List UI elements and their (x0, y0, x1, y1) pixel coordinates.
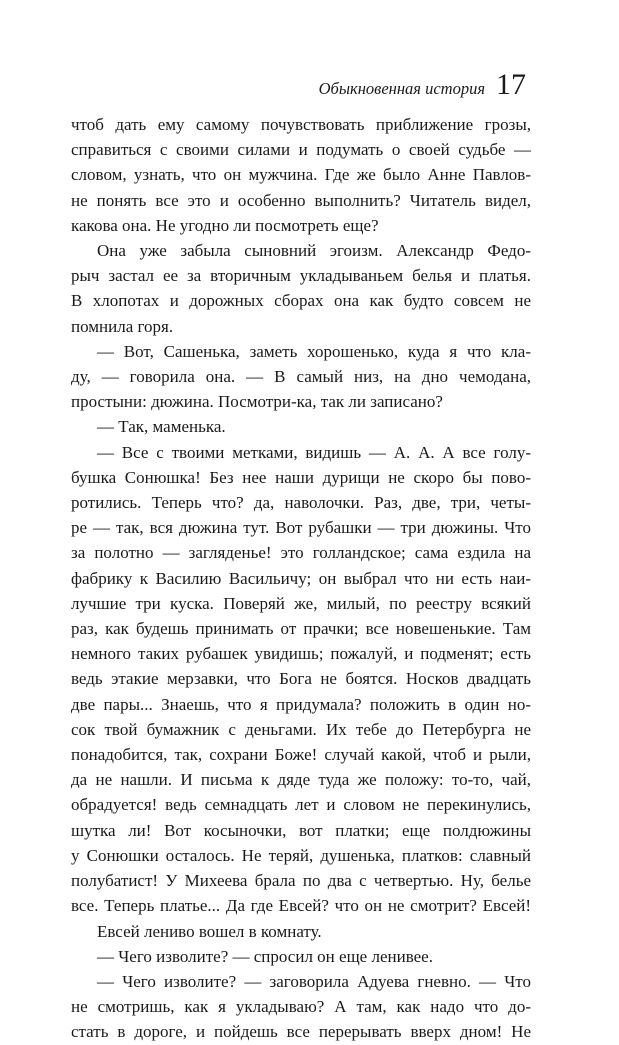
text-line: сок твой бумажник с деньгами. Их тебе до Петербурга не (71, 719, 531, 739)
page-number: 17 (496, 68, 526, 101)
text-line: фабрику к Василию Васильичу; он выбрал что ни есть наи- (71, 568, 531, 588)
text-line: у Сонюшки осталось. Не теряй, душенька, платков: славный (71, 845, 531, 865)
text-line: понадобится, так, сохрани Боже! случай какой, чтоб и рыли, (71, 745, 531, 765)
text-line: — Все с твоими метками, видишь — А. А. А все голу- (97, 442, 531, 462)
text-line: справиться с своими силами и подумать о своей судьбе — (71, 140, 531, 160)
text-line: помнила горя. (71, 316, 174, 336)
text-line: бушка Сонюшка! Без нее наши дурищи не скоро бы пово- (71, 467, 531, 487)
text-line: обрадуется! ведь семнадцать лет и словом не перекинулись, (71, 795, 531, 815)
text-line: немного таких рубашек увидишь; пожалуй, и подменят; есть (71, 644, 531, 664)
text-line: две пары... Знаешь, что я придумала? положить в один но- (71, 694, 531, 714)
text-line: лучшие три куска. Поверяй же, милый, по реестру всякий (71, 593, 531, 613)
text-line: стать в дороге, и пойдешь все перерывать вверх дном! Не (71, 1022, 531, 1042)
text-line: простыни: дюжина. Посмотри-ка, так ли записано? (71, 392, 443, 412)
text-line: Она уже забыла сыновний эгоизм. Александр Федо- (97, 241, 531, 261)
text-line: — Чего изволите? — спросил он еще ленивее. (97, 946, 433, 966)
text-line: ротились. Теперь что? да, наволочки. Раз, две, три, четы- (71, 493, 531, 513)
text-line: полубатист! У Михеева брала по два с четвертью. Ну, белье (71, 871, 531, 891)
text-line: Евсей лениво вошел в комнату. (97, 921, 322, 941)
running-head-title: Обыкновенная история (318, 79, 485, 98)
text-line: не понять все это и особенно выполнить? Читатель видел, (71, 190, 531, 210)
text-line: ведь этакие мерзавки, что Бога не боятся. Носков двадцать (71, 669, 531, 689)
text-line: — Чего изволите? — заговорила Адуева гневно. — Что (97, 971, 531, 991)
text-line: раз, как будешь принимать от прачки; все новешенькие. Там (71, 619, 531, 639)
text-line: словом, узнать, что он мужчина. Где же было Анне Павлов- (71, 165, 531, 185)
text-line: — Вот, Сашенька, заметь хорошенько, куда я что кла- (97, 341, 531, 361)
text-line: ду, — говорила она. — В самый низ, на дно чемодана, (71, 367, 531, 387)
body-text (71, 112, 531, 1045)
text-line: В хлопотах и дорожных сборах она как будто совсем не (71, 291, 531, 311)
text-line: ре — так, вся дюжина тут. Вот рубашки — три дюжины. Что (71, 518, 531, 538)
text-line: — Так, маменька. (97, 417, 226, 437)
text-line: да не нашли. И письма к дяде туда же положу: то-то, чай, (71, 770, 531, 790)
text-line: не смотришь, как я укладываю? А там, как надо что до- (71, 997, 531, 1017)
running-head (319, 70, 526, 104)
text-line: за полотно — загляденье! это голландское; сама ездила на (71, 543, 531, 563)
text-line: чтоб дать ему самому почувствовать приближение грозы, (71, 115, 531, 134)
text-line: все. Теперь платье... Да где Евсей? что он не смотрит? Евсей! (71, 896, 531, 916)
text-line: рыч застал ее за вторичным укладываньем белья и платья. (71, 266, 531, 286)
text-line: шутка ли! Вот косыночки, вот платки; еще полдюжины (71, 820, 531, 840)
text-line: какова она. Не угодно ли посмотреть еще? (71, 215, 379, 235)
